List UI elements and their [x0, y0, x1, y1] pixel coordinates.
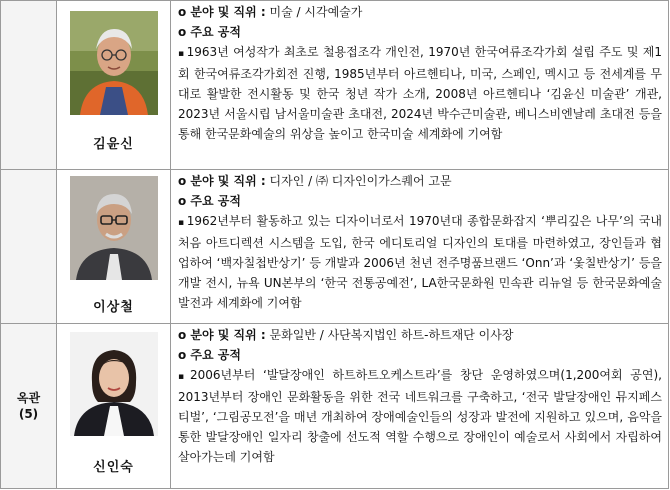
- achievements-text: [178, 211, 662, 313]
- info-cell: [170, 169, 669, 324]
- grade-cell-empty: [0, 169, 57, 324]
- bullet-icon: ▪: [178, 49, 185, 59]
- recipient-name: 김윤신: [93, 137, 134, 152]
- achievements-text: [178, 365, 662, 467]
- field-label: o 분야 및 직위 :: [178, 174, 266, 188]
- field-line: [178, 325, 662, 345]
- achievements-body: 1962년부터 활동하고 있는 디자이너로서 1970년대 종합문화잡지 ‘뿌리깊은 나무’의 국내 처음 아트디렉션 시스템을 도입, 한국 에디토리얼 디자인의 토대를 마련하였고, 장인들과 협업하여 ‘백자칠첩반상기’ 등 개발과 2006년 천년 전주명품브랜드 ‘Onn’과 ‘옻칠반상기’ 등을 개발 전시, 뉴욕 UN본부의 ‘한국 전통공예전’, LA한국문화원 민속관 리뉴얼 등 한국문화예술 발전과 세계화에 기여함: [178, 214, 663, 310]
- achievements-label: o 주요 공적: [178, 194, 241, 208]
- field-line: [178, 2, 662, 22]
- achievements-body: 2006년부터 ‘발달장애인 하트하트오케스트라’를 창단 운영하였으며(1,200여회 공연), 2013년부터 장애인 문화활동을 위한 전국 네트워크를 구축하고, ‘전국 발달장애인 뮤지페스티벌’, ‘그림공모전’을 매년 개최하여 장애예술인들의 성장과 발전에 지원하고 있으며, 음악을 통한 발달장애인 일자리 창출에 선도적 역할 수행으로 장애인이 예술로서 사회에서 자립하여 살아가는데 기여함: [178, 368, 662, 464]
- recipient-name: 이상철: [93, 300, 134, 315]
- info-cell: [170, 323, 669, 489]
- achievements-text: [178, 42, 662, 144]
- photo-cell: [56, 169, 171, 324]
- portrait-photo: [70, 176, 158, 280]
- grade-cell: [0, 323, 57, 489]
- field-value: 디자인 / ㈜ 디자인이가스퀘어 고문: [269, 174, 452, 188]
- recipient-name: 신인숙: [93, 460, 134, 475]
- grade-cell-empty: [0, 0, 57, 170]
- field-label: o 분야 및 직위 :: [178, 5, 266, 19]
- bullet-icon: ▪: [178, 218, 185, 228]
- info-cell: [170, 0, 669, 170]
- achievements-body: 1963년 여성작가 최초로 철용접조각 개인전, 1970년 한국여류조각가회 설립 주도 및 제1회 한국여류조각가회전 진행, 1985년부터 아르헨티나, 미국, 스페인, 멕시고 등 전세계를 무대로 활발한 전시활동 및 한국 청년 작가 소개, 2008년 아르헨티나 ‘김윤신 미술관’ 개관, 2023년 서울시립 남서울미술관 초대전, 2024년 박수근미술관, 베니스비엔날레 초대전 등을 통해 한국문화예술의 위상을 높이고 한국미술 세계화에 기여함: [178, 45, 662, 141]
- field-label: o 분야 및 직위 :: [178, 328, 266, 342]
- achievements-label: o 주요 공적: [178, 25, 241, 39]
- photo-cell: [56, 0, 171, 170]
- bullet-icon: ▪: [178, 372, 188, 382]
- grade-label: 옥관: [16, 391, 41, 405]
- field-line: [178, 171, 662, 191]
- field-value: 미술 / 시각예술가: [269, 5, 363, 19]
- field-value: 문화일반 / 사단복지법인 하트-하트재단 이사장: [269, 328, 514, 342]
- portrait-photo: [70, 332, 158, 436]
- photo-cell: [56, 323, 171, 489]
- portrait-photo: [70, 11, 158, 115]
- grade-count: (5): [18, 407, 39, 421]
- achievements-label: o 주요 공적: [178, 348, 241, 362]
